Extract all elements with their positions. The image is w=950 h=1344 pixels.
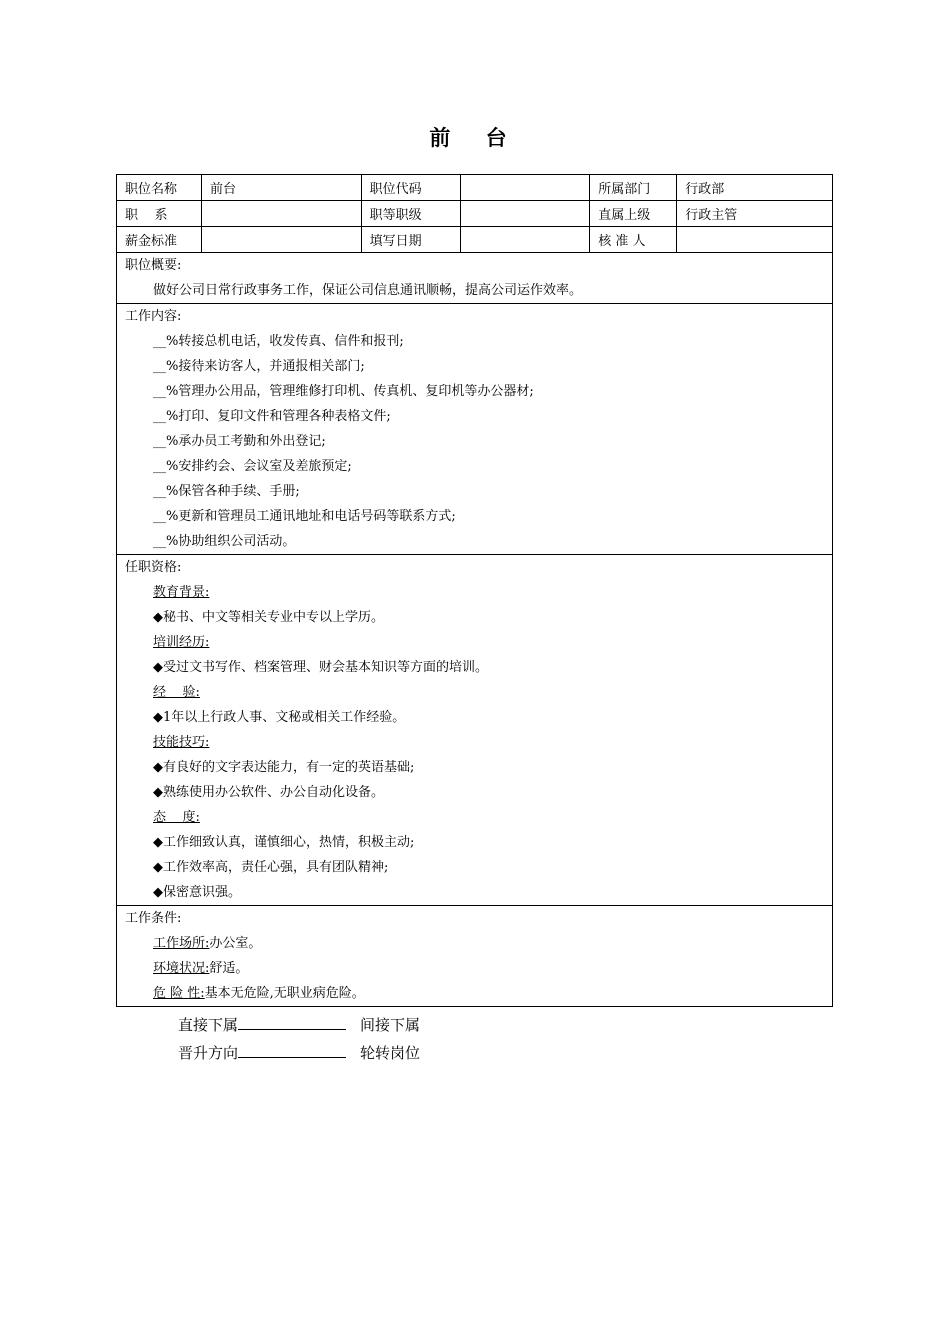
page-title: 前 台 [429,125,521,150]
duty-item: __%承办员工考勤和外出登记; [153,434,326,449]
duty-item: __%更新和管理员工通讯地址和电话号码等联系方式; [153,509,456,524]
duty-item: __%管理办公用品，管理维修打印机、传真机、复印机等办公器材; [153,384,534,399]
duties-heading: 工作内容: [125,309,182,324]
info-row [117,175,833,201]
qualification-item: ◆有良好的文字表达能力，有一定的英语基础; [153,760,415,775]
qualification-label-text: 教育背景: [153,585,210,600]
info-label: 薪金标准 [117,227,202,253]
info-label: 填写日期 [361,227,460,253]
duty-item: __%安排约会、会议室及差旅预定; [153,459,352,474]
qualification-label-text: 态 度: [153,810,200,825]
info-value: 行政部 [677,175,833,201]
conditions-heading: 工作条件: [125,911,182,926]
info-row [117,227,833,253]
qualification-item: ◆秘书、中文等相关专业中专以上学历。 [153,610,384,625]
direct-subordinate-blank [238,1015,346,1030]
qualification-item: ◆受过文书写作、档案管理、财会基本知识等方面的培训。 [153,660,488,675]
indirect-subordinate-label: 间接下属 [360,1016,421,1034]
duty-item: __%转接总机电话，收发传真、信件和报刊; [153,334,404,349]
info-label: 职等职级 [361,201,460,227]
info-value [460,201,590,227]
duty-item: __%接待来访客人，并通报相关部门; [153,359,365,374]
condition-item [117,956,832,981]
qualification-item: ◆工作效率高，责任心强，具有团队精神; [153,860,389,875]
info-value: 前台 [201,175,361,201]
qualifications-list [117,580,832,905]
info-label: 核 准 人 [590,227,677,253]
info-label: 直属上级 [590,201,677,227]
qualification-item: ◆工作细致认真，谨慎细心，热情，积极主动; [153,835,415,850]
footer-line-1 [178,1014,420,1035]
duties-list [117,329,832,554]
info-row [117,201,833,227]
condition-value: 基本无危险,无职业病危险。 [204,986,365,1001]
qualification-label [117,805,832,830]
info-value [460,227,590,253]
condition-item [117,981,832,1006]
qualification-label [117,680,832,705]
condition-label: 环境状况: [153,961,210,976]
summary-text: 做好公司日常行政事务工作，保证公司信息通讯顺畅，提高公司运作效率。 [153,283,583,298]
qualifications-section [117,555,833,906]
summary-heading: 职位概要: [125,258,182,273]
duties-section [117,304,833,555]
info-rows [117,175,833,253]
info-value [201,227,361,253]
info-value [677,227,833,253]
duty-item: __%协助组织公司活动。 [153,534,296,549]
info-label: 职位代码 [361,175,460,201]
duty-item: __%保管各种手续、手册; [153,484,300,499]
qualification-label [117,630,832,655]
condition-label: 危 险 性: [153,986,205,1001]
qualification-label [117,580,832,605]
summary-section [117,253,833,304]
rotation-label: 轮转岗位 [360,1044,421,1062]
qualification-item: ◆1年以上行政人事、文秘或相关工作经验。 [153,710,406,725]
qualification-item: ◆保密意识强。 [153,885,241,900]
info-label: 所属部门 [590,175,677,201]
qualification-label-text: 培训经历: [153,635,210,650]
qualification-label [117,730,832,755]
info-value [460,175,590,201]
condition-value: 办公室。 [209,936,262,951]
condition-value: 舒适。 [209,961,249,976]
conditions-section [117,906,833,1007]
condition-label: 工作场所: [153,936,210,951]
promotion-label: 晋升方向 [178,1044,239,1062]
info-value [201,201,361,227]
job-description-table [116,174,833,1007]
info-label: 职位名称 [117,175,202,201]
footer-line-2 [178,1042,420,1063]
qualification-item: ◆熟练使用办公软件、办公自动化设备。 [153,785,384,800]
qualifications-heading: 任职资格: [125,560,182,575]
promotion-blank [238,1043,346,1058]
condition-item [117,931,832,956]
qualification-label-text: 技能技巧: [153,735,210,750]
info-label: 职 系 [117,201,202,227]
direct-subordinate-label: 直接下属 [178,1016,239,1034]
info-value: 行政主管 [677,201,833,227]
qualification-label-text: 经 验: [153,685,200,700]
duty-item: __%打印、复印文件和管理各种表格文件; [153,409,391,424]
conditions-list [117,931,832,1006]
